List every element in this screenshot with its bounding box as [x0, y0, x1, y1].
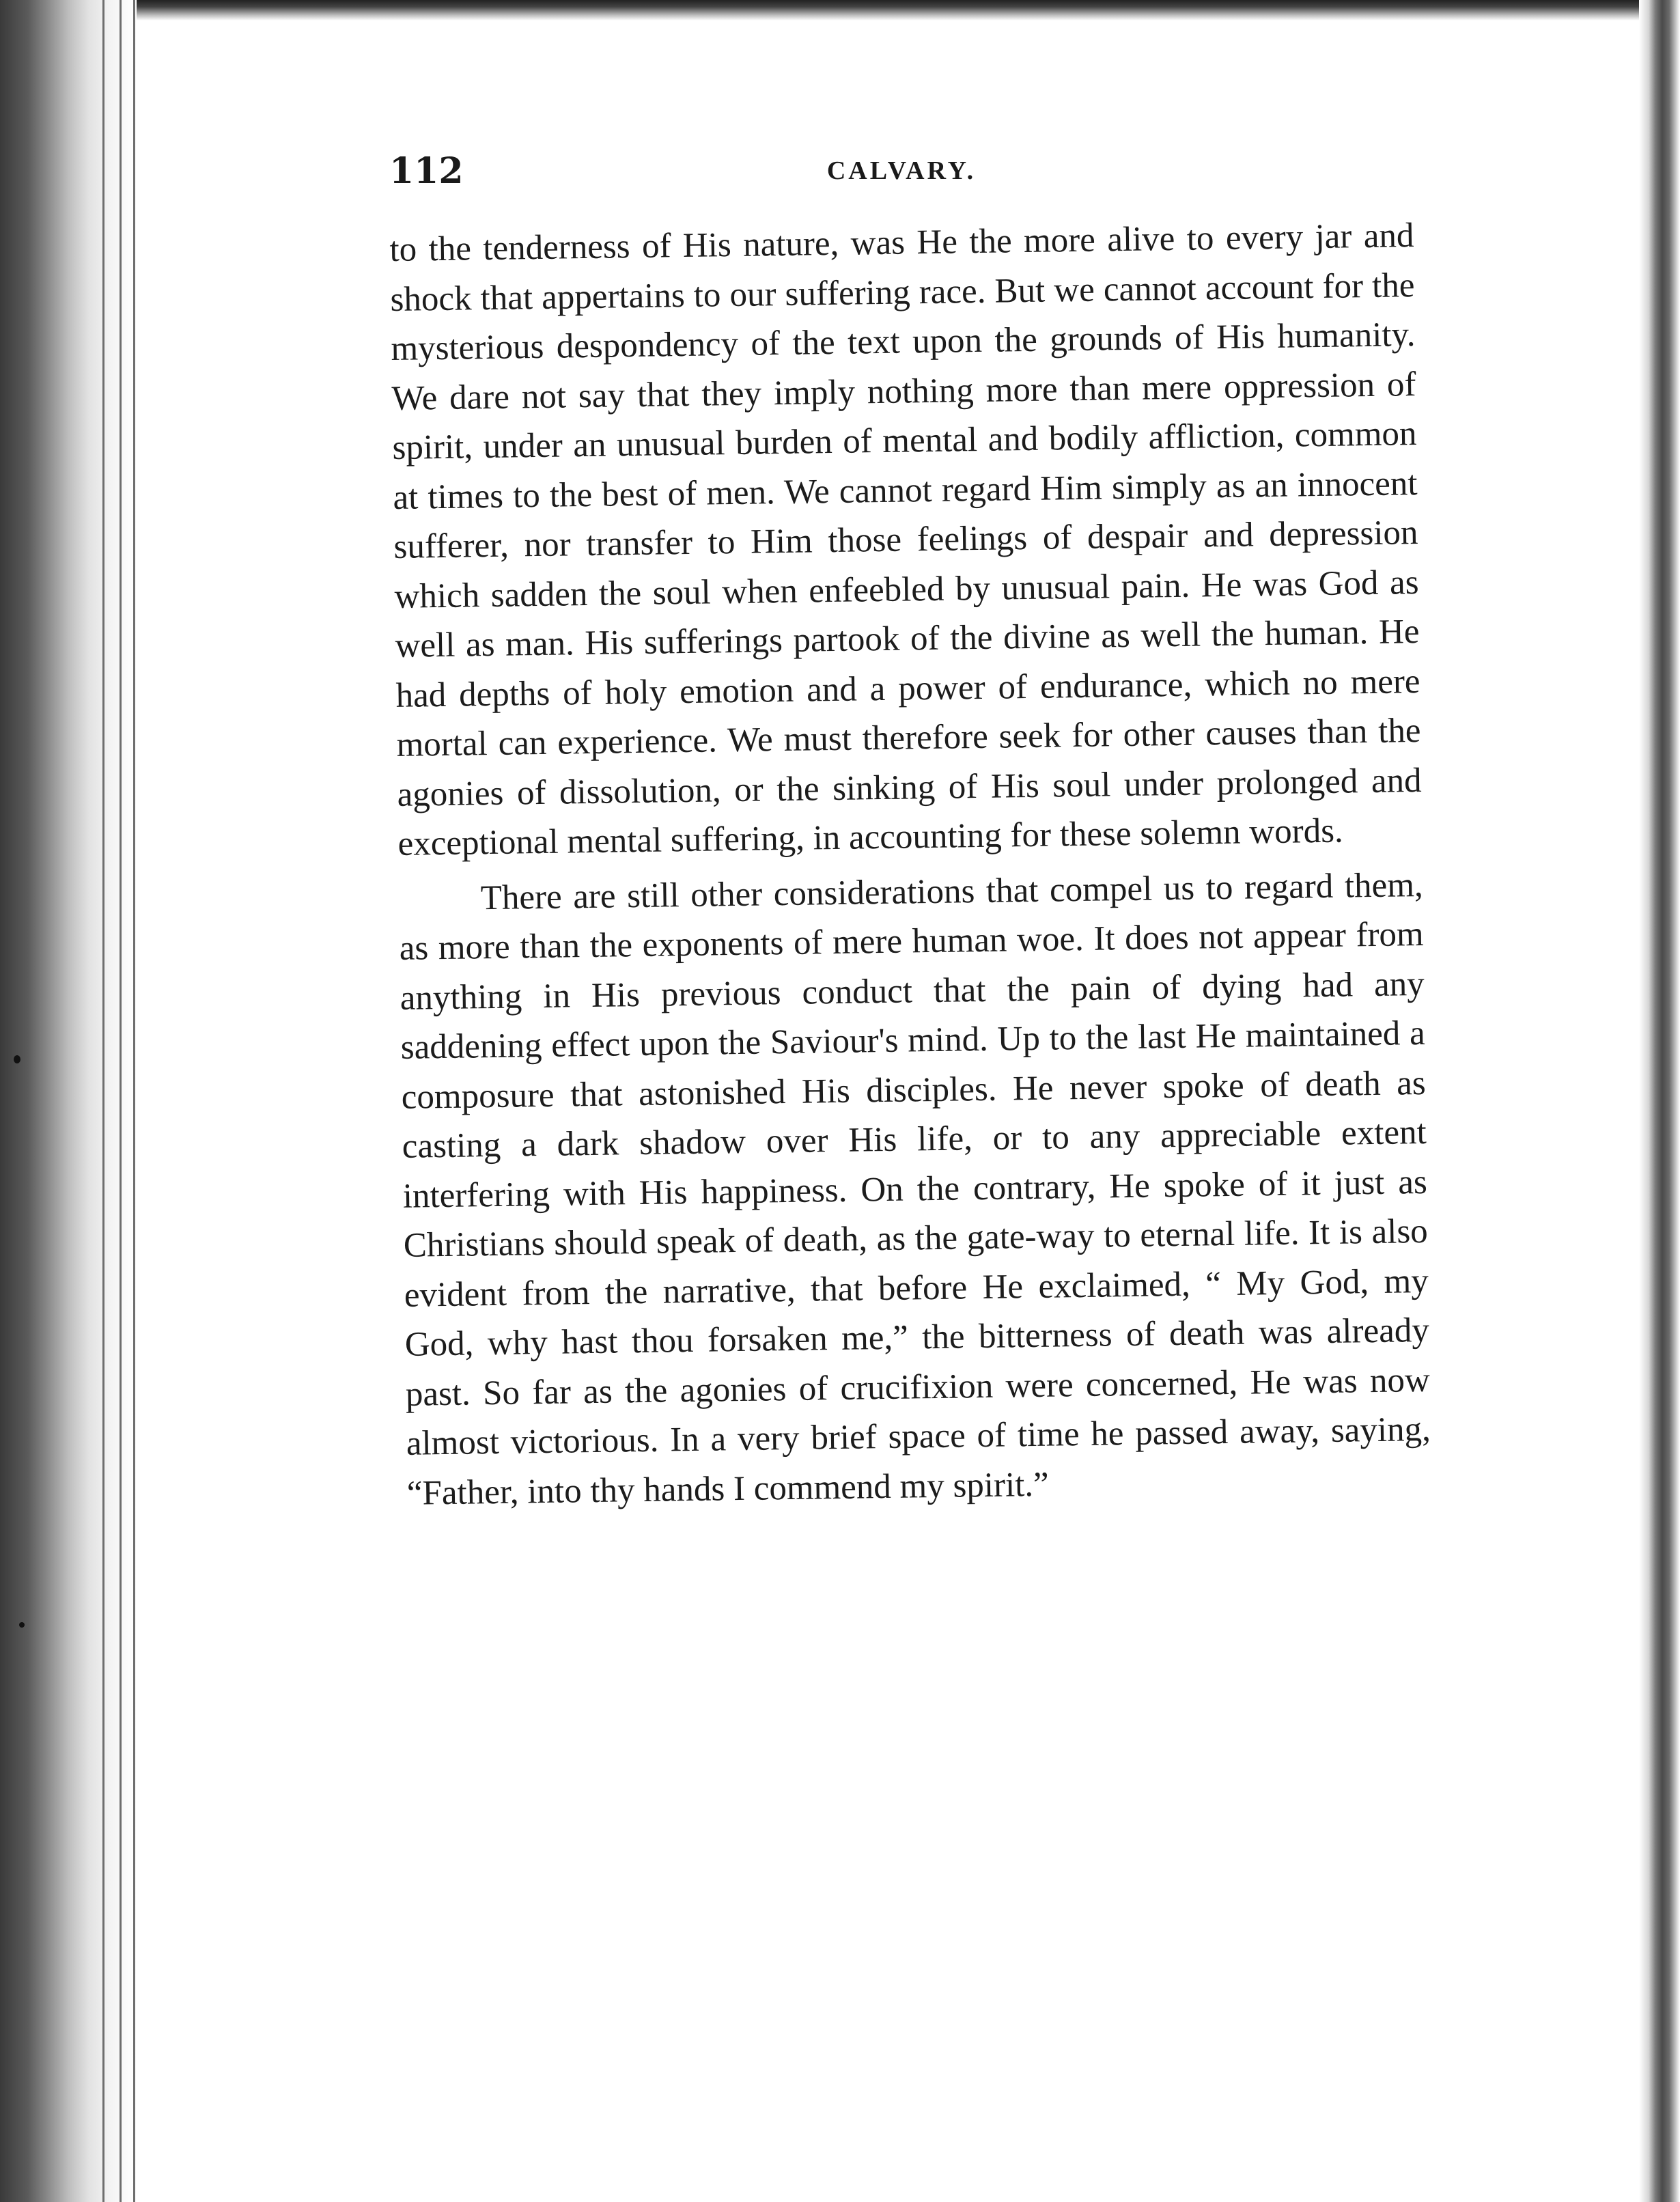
scan-top-edge: [0, 0, 1680, 20]
page-edge-line: [102, 0, 104, 2202]
book-right-edge: [1639, 0, 1680, 2202]
scan-speck: [14, 1055, 20, 1063]
page-header: [389, 137, 1414, 198]
page-edge-line: [120, 0, 122, 2202]
scan-speck: [19, 1622, 25, 1628]
running-head: CALVARY.: [826, 156, 977, 185]
book-binding-edge: [0, 0, 137, 2202]
paragraph: There are still other considerations that compel us to regard them, as more than the exponents of mere human woe. It does not appear from anything in His previous conduct that the pain of dying had any saddening effect upon the Saviour's mind. Up to the last He maintained a composure that astonished His disciples. He never spoke of death as casting a dark shadow over His life, or to any appreciable extent interfering with His happiness. On the contrary, He spoke of it just as Christians should speak of death, as the gate-way to eternal life. It is also evident from the narrative, that before He exclaimed, “ My God, my God, why hast thou forsaken me,” the bitterness of death was already past. So far as the agonies of crucifixion were concerned, He was now almost victorious. In a very brief space of time he passed away, saying, “Father, into thy hands I commend my spirit.”: [399, 865, 1431, 1513]
book-page: [389, 137, 1431, 1524]
page-edge-line: [133, 0, 135, 2202]
page-number: 112: [389, 150, 464, 192]
paragraph: to the tenderness of His nature, was He the more alive to every jar and shock that appertains to our suffering race. But we cannot account for the mysterious despondency of the text upon the grounds of His humanity. We dare not say that they imply nothing more than mere oppression of spirit, under an unusual burden of mental and bodily affliction, common at times to the best of men. We cannot regard Him simply as an innocent sufferer, nor transfer to Him those feelings of despair and depression which sadden the soul when enfeebled by unusual pain. He was God as well as man. His sufferings partook of the divine as well the human. He had depths of holy emotion and a power of endurance, which no mere mortal can experience. We must therefore seek for other causes than the agonies of dissolution, or the sinking of His soul under prolonged and exceptional mental suffering, in accounting for these solemn words.: [389, 217, 1422, 863]
body-text: [389, 211, 1431, 1518]
